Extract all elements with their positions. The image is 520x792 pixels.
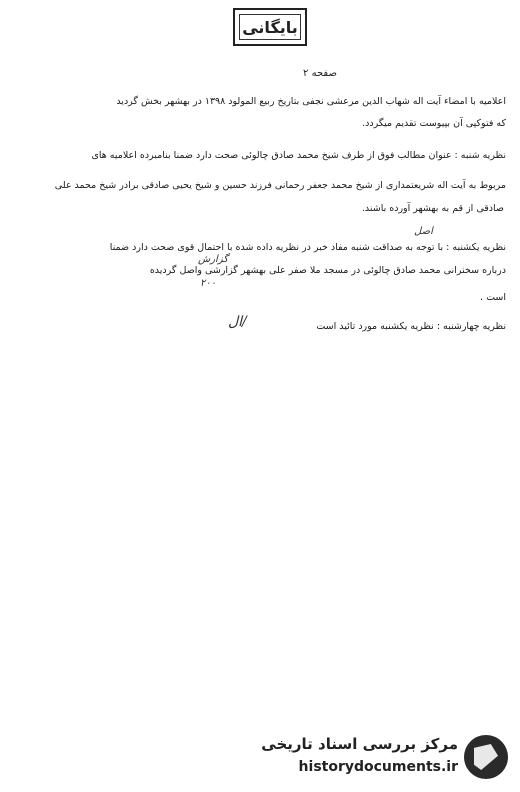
page-number: صفحه ۲: [303, 68, 337, 79]
logo-fold-shape: [474, 744, 498, 770]
watermark: [234, 733, 512, 781]
watermark-title: مرکز بررسی اسناد تاریخی: [261, 735, 458, 753]
archive-stamp: [233, 8, 307, 46]
handwritten-mid-note: گزارش: [198, 254, 229, 265]
report-line-6: نظریه یکشنبه : با توجه به صداقت شنبه مفاد خبر در نظریه داده شده با احتمال قوی صحت دارد ضمنا: [109, 242, 506, 253]
report-line-3: نظریه شنبه : عنوان مطالب فوق از طرف شیخ محمد صادق چالوئی صحت دارد ضمنا بنامبرده اعلامیه های: [91, 150, 506, 161]
watermark-url: historydocuments.ir: [298, 759, 458, 775]
handwritten-margin-note: اصل: [414, 226, 433, 237]
report-line-8: است .: [480, 292, 506, 303]
report-line-9: نظریه چهارشنبه : نظریه یکشنبه مورد تائید است: [316, 321, 506, 332]
report-line-4: مربوط به آیت اله شریعتمداری از شیخ محمد جعفر رحمانی فرزند حسین و شیخ یحیی صادقی برادر شیخ محمد علی: [54, 180, 506, 191]
archive-logo-icon: [464, 735, 508, 779]
handwritten-after-note: ۲۰۰: [200, 278, 217, 289]
report-line-5: صادقی از قم به بهشهر آورده باشند.: [361, 203, 504, 214]
report-line-1: اعلامیه با امضاء آیت اله شهاب الدین مرعشی نجفی بتاریخ ربیع المولود ۱۳۹۸ در بهشهر بخش گردید: [116, 96, 506, 107]
report-line-2: که فتوکپی آن بپیوست تقدیم میگردد.: [362, 118, 506, 129]
handwritten-initials: /ال: [228, 314, 247, 330]
report-line-7: درباره سخنرانی محمد صادق چالوئی در مسجد ملا صفر علی بهشهر گزارشی واصل گردیده: [149, 265, 506, 276]
stamp-text: بایگانی: [242, 17, 298, 37]
